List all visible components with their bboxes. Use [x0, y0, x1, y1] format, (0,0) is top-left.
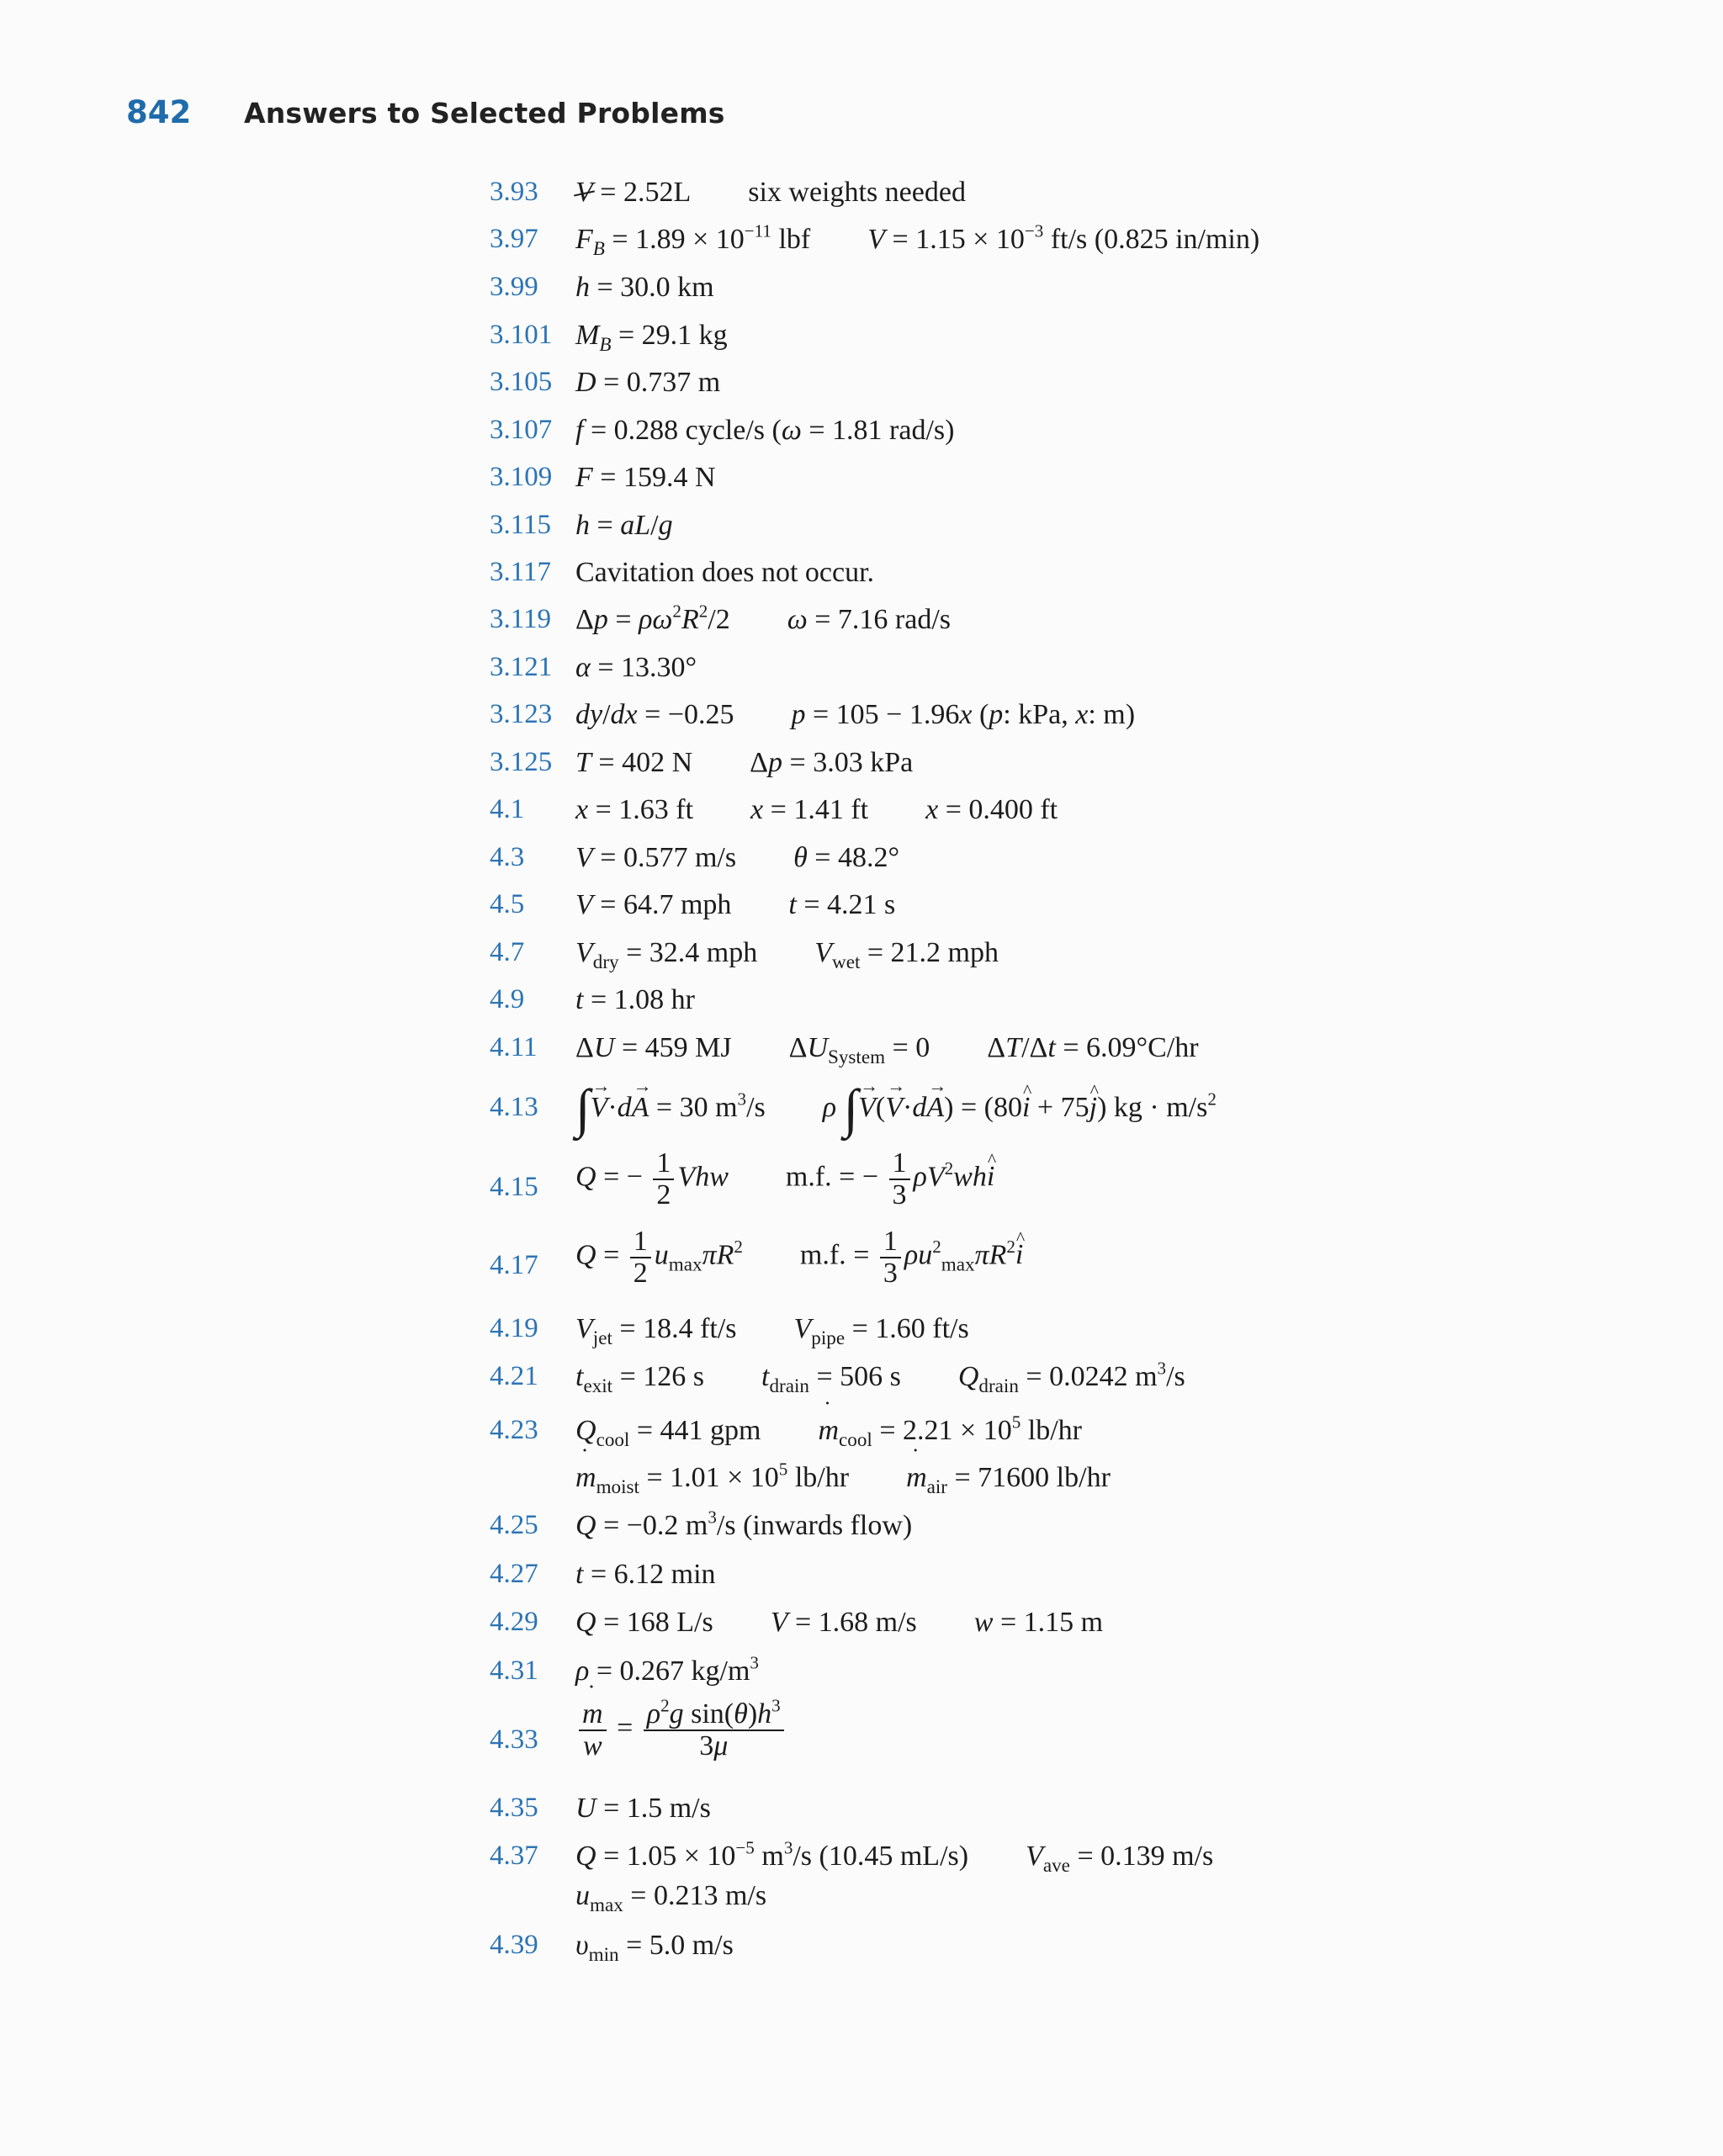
- problem-number: 3.125: [490, 747, 553, 777]
- problem-number: 4.27: [490, 1559, 538, 1589]
- problem-number: 4.21: [490, 1361, 538, 1391]
- problem-number: 4.5: [490, 889, 525, 919]
- section-title: Answers to Selected Problems: [244, 97, 725, 130]
- problem-number: 4.3: [490, 842, 525, 872]
- problem-number: 3.107: [490, 415, 553, 445]
- problem-number: 3.121: [490, 652, 553, 682]
- page-header: [126, 94, 725, 130]
- problem-number: 4.1: [490, 794, 525, 824]
- problem-number: 4.13: [490, 1092, 538, 1122]
- problem-number: 4.9: [490, 984, 525, 1014]
- page-number: 842: [126, 94, 192, 130]
- problem-number: 4.17: [490, 1250, 538, 1280]
- problem-number: 4.19: [490, 1313, 538, 1343]
- problem-number: 3.117: [490, 557, 552, 587]
- problem-number: 4.15: [490, 1172, 538, 1202]
- problem-number: 3.115: [490, 510, 552, 540]
- problem-number: 3.105: [490, 367, 553, 397]
- problem-number: 3.93: [490, 177, 538, 207]
- problem-number: 3.119: [490, 604, 552, 634]
- problem-number: 3.123: [490, 699, 553, 729]
- problem-number: 4.39: [490, 1930, 538, 1960]
- problem-number: 4.35: [490, 1793, 538, 1823]
- problem-number: 3.101: [490, 320, 553, 350]
- problem-number: 3.97: [490, 224, 538, 254]
- problem-number: 4.31: [490, 1655, 538, 1686]
- problem-number: 3.99: [490, 272, 538, 302]
- problem-number: 4.7: [490, 937, 525, 967]
- problem-number: 4.23: [490, 1415, 538, 1445]
- problem-number: 4.25: [490, 1510, 538, 1540]
- problem-number: 4.33: [490, 1724, 538, 1755]
- problem-number: 4.11: [490, 1032, 538, 1062]
- problem-number: 4.29: [490, 1607, 538, 1637]
- problem-number: 3.109: [490, 462, 553, 492]
- problem-number: 4.37: [490, 1841, 538, 1871]
